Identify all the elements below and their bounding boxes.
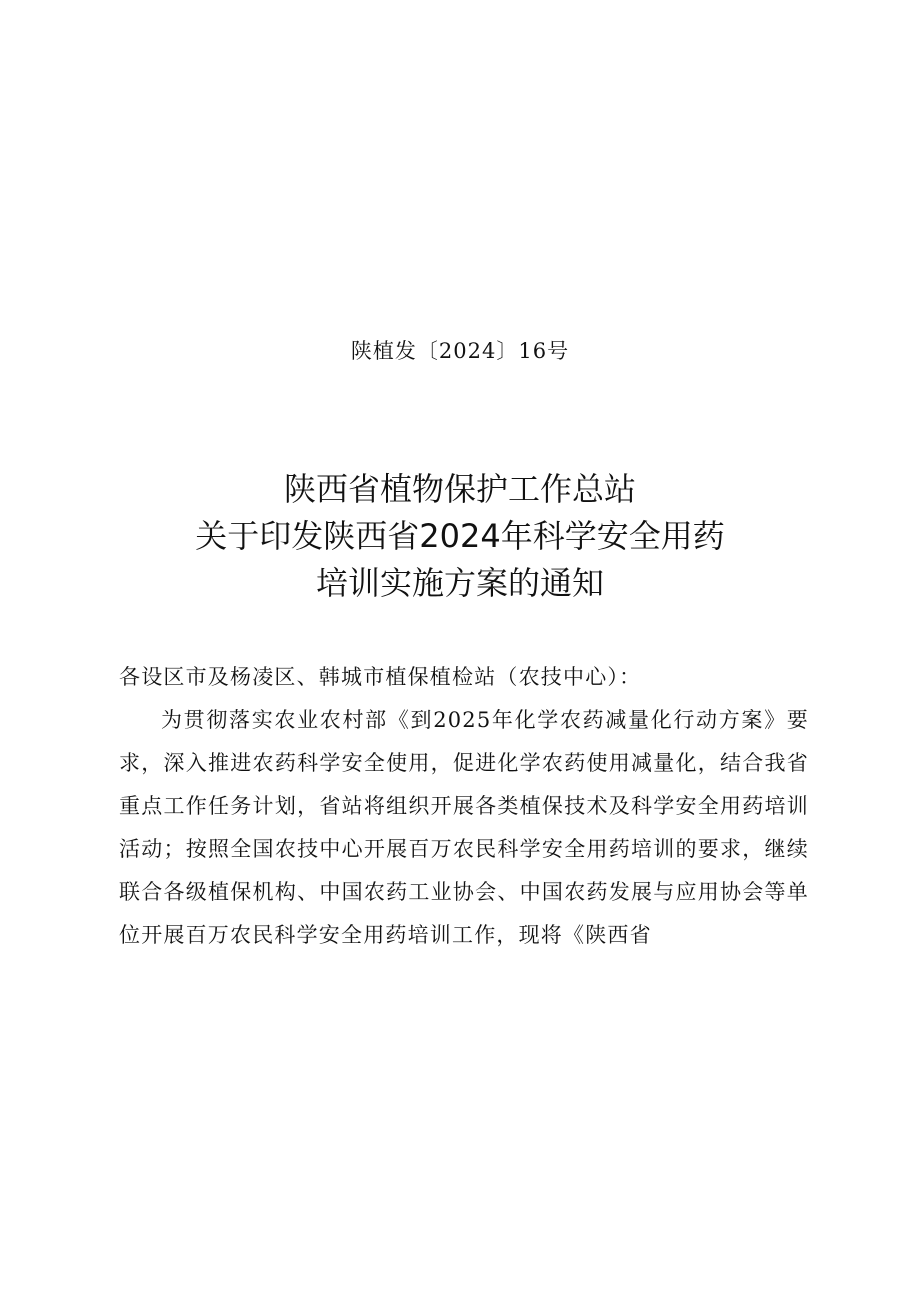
title-line-3: 培训实施方案的通知 (315, 564, 604, 602)
document-number: 陕植发〔2024〕16号 (350, 339, 570, 363)
body-paragraph: 为贯彻落实农业农村部《到2025年化学农药减量化行动方案》要求，深入推进农药科学安全使用，促进化学农药使用减量化，结合我省重点工作任务计划，省站将组织开展各类植保技术及科学安全用药培训活动；按照全国农技中心开展百万农民科学安全用药培训的要求，继续联合各级植保机构、中国农药工业协会、中国农药发展与应用协会等单位开展百万农民科学安全用药培训工作，现将《陕西省 (119, 708, 809, 947)
title-line-2: 关于印发陕西省2024年科学安全用药 (195, 517, 725, 555)
title-line-1: 陕西省植物保护工作总站 (283, 470, 636, 508)
document-title (0, 466, 920, 607)
salutation: 各设区市及杨凌区、韩城市植保植检站（农技中心）： (119, 665, 642, 689)
document-body (119, 656, 809, 957)
